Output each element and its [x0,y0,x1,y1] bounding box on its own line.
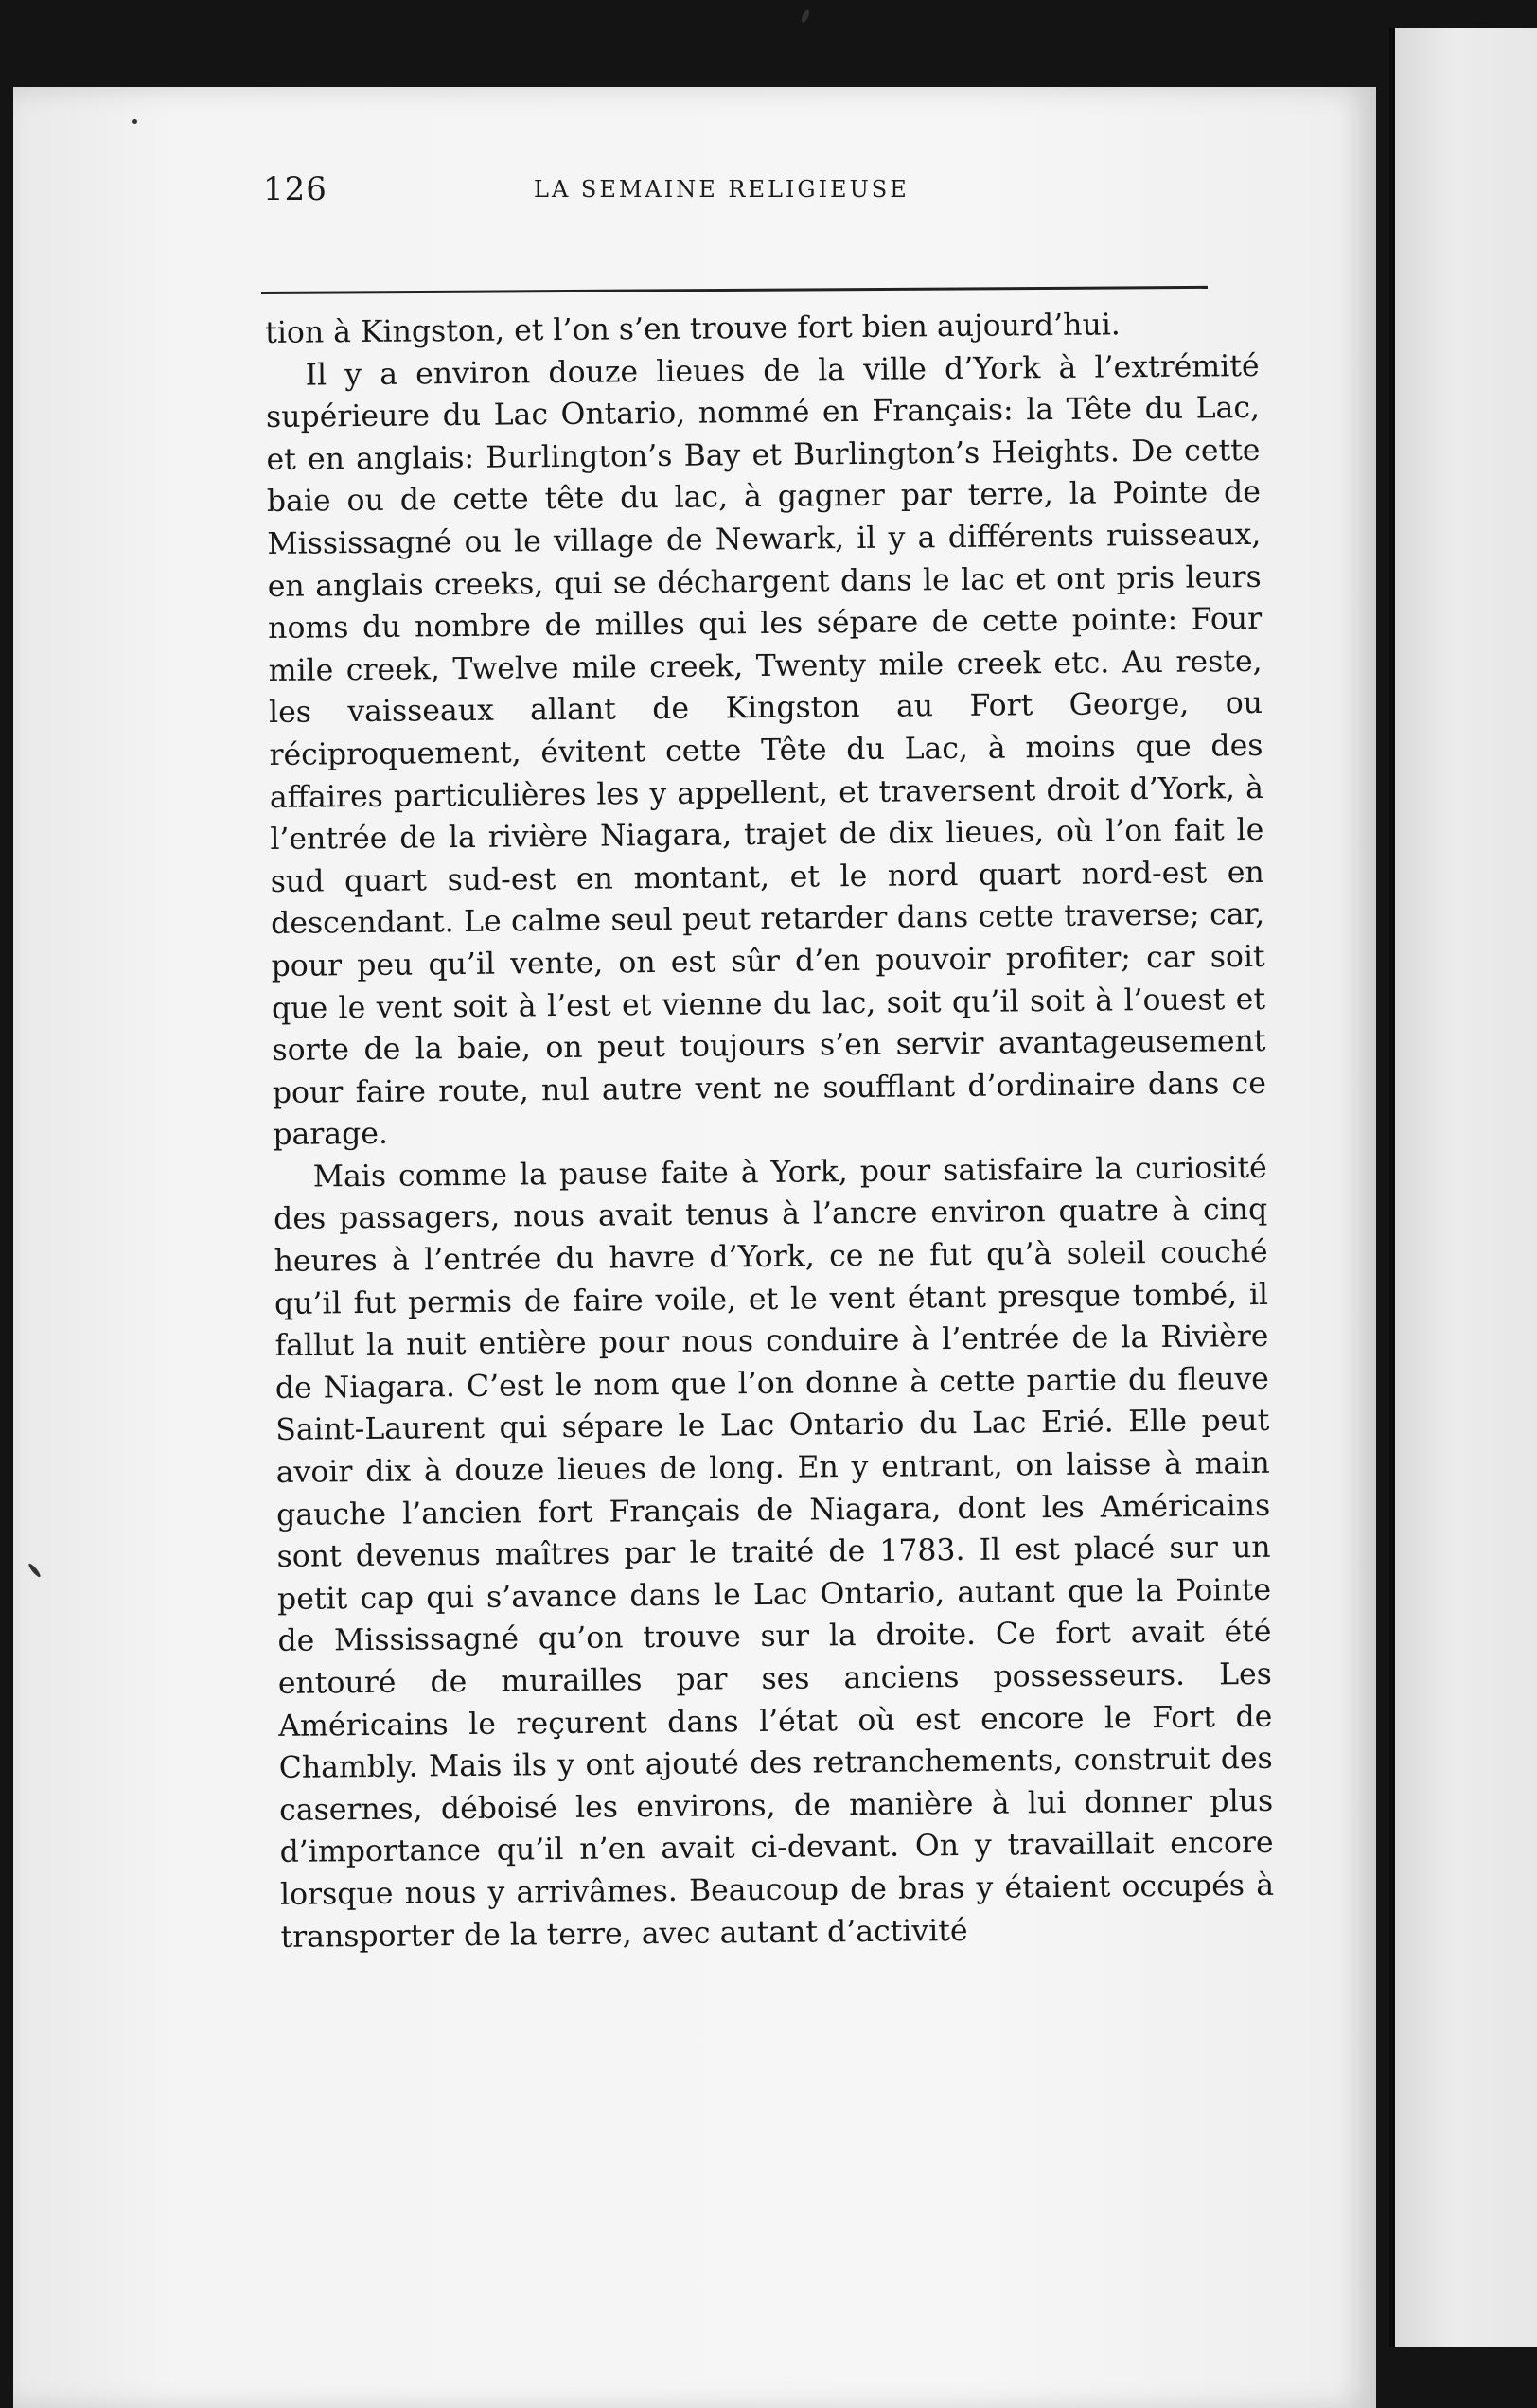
adjacent-page-edge [1389,28,1537,2347]
scan-speck [132,119,137,124]
page-body [265,303,1275,1958]
running-head: LA SEMAINE RELIGIEUSE [534,176,910,203]
page-number: 126 [263,170,327,208]
paragraph: Il y a environ douze lieues de la ville d’York à l’extrémité supérieure du Lac Ontario, nommé en Français: la Tête du Lac, et en anglais: Burlington’s Bay et Burlington’s Heights. De cette baie ou de cette tête du lac, à gagner par terre, la Pointe de Mississagné ou le village de Newark, il y a différents ruisseaux, en anglais creeks, qui se déchargent dans le lac et ont pris leurs noms du nombre de milles qui les sépare de cette pointe: Four mile creek, Twelve mile creek, Twenty mile creek etc. Au reste, les vaisseaux allant de Kingston au Fort George, ou réciproquement, évitent cette Tête du Lac, à moins que des affaires particulières les y appellent, et traversent droit d’York, à l’entrée de la rivière Niagara, trajet de dix lieues, où l’on fait le sud quart sud-est en montant, et le nord quart nord-est en descendant. Le calme seul peut retarder dans cette traverse; car, pour peu qu’il vente, on est sûr d’en pouvoir profiter; car soit que le vent soit à l’est et vienne du lac, soit qu’il soit à l’ouest et sorte de la baie, on peut toujours s’en servir avantageusement pour faire route, nul autre vent ne soufflant d’ordinaire dans ce parage. [265,348,1267,1153]
page-header [250,170,1206,208]
continued-paragraph: tion à Kingston, et l’on s’en trouve fort bien aujourd’hui. [265,308,1122,350]
paragraph: Mais comme la pause faite à York, pour satisfaire la curiosité des passagers, nous avait tenus à l’ancre environ quatre à cinq heures à l’entrée du havre d’York, ce ne fut qu’à soleil couché qu’il fut permis de faire voile, et le vent étant presque tombé, il fallut la nuit entière pour nous conduire à l’entrée de la Rivière de Niagara. C’est le nom que l’on donne à cette partie du fleuve Saint-Laurent qui sépare le Lac Ontario du Lac Erié. Elle peut avoir dix à douze lieues de long. En y entrant, on laisse à main gauche l’ancien fort Français de Niagara, dont les Américains sont devenus maîtres par le traité de 1783. Il est placé sur un petit cap qui s’avance dans le Lac Ontario, autant que la Pointe de Mississagné qu’on trouve sur la droite. Ce fort avait été entouré de murailles par ses anciens possesseurs. Les Américains le reçurent dans l’état où est encore le Fort de Chambly. Mais ils y ont ajouté des retranchements, construit des casernes, déboisé les environs, de manière à lui donner plus d’importance qu’il n’en avait ci-devant. On y travaillait encore lorsque nous y arrivâmes. Beaucoup de bras y étaient occupés à transporter de la terre, avec autant d’activité [274,1150,1275,1955]
